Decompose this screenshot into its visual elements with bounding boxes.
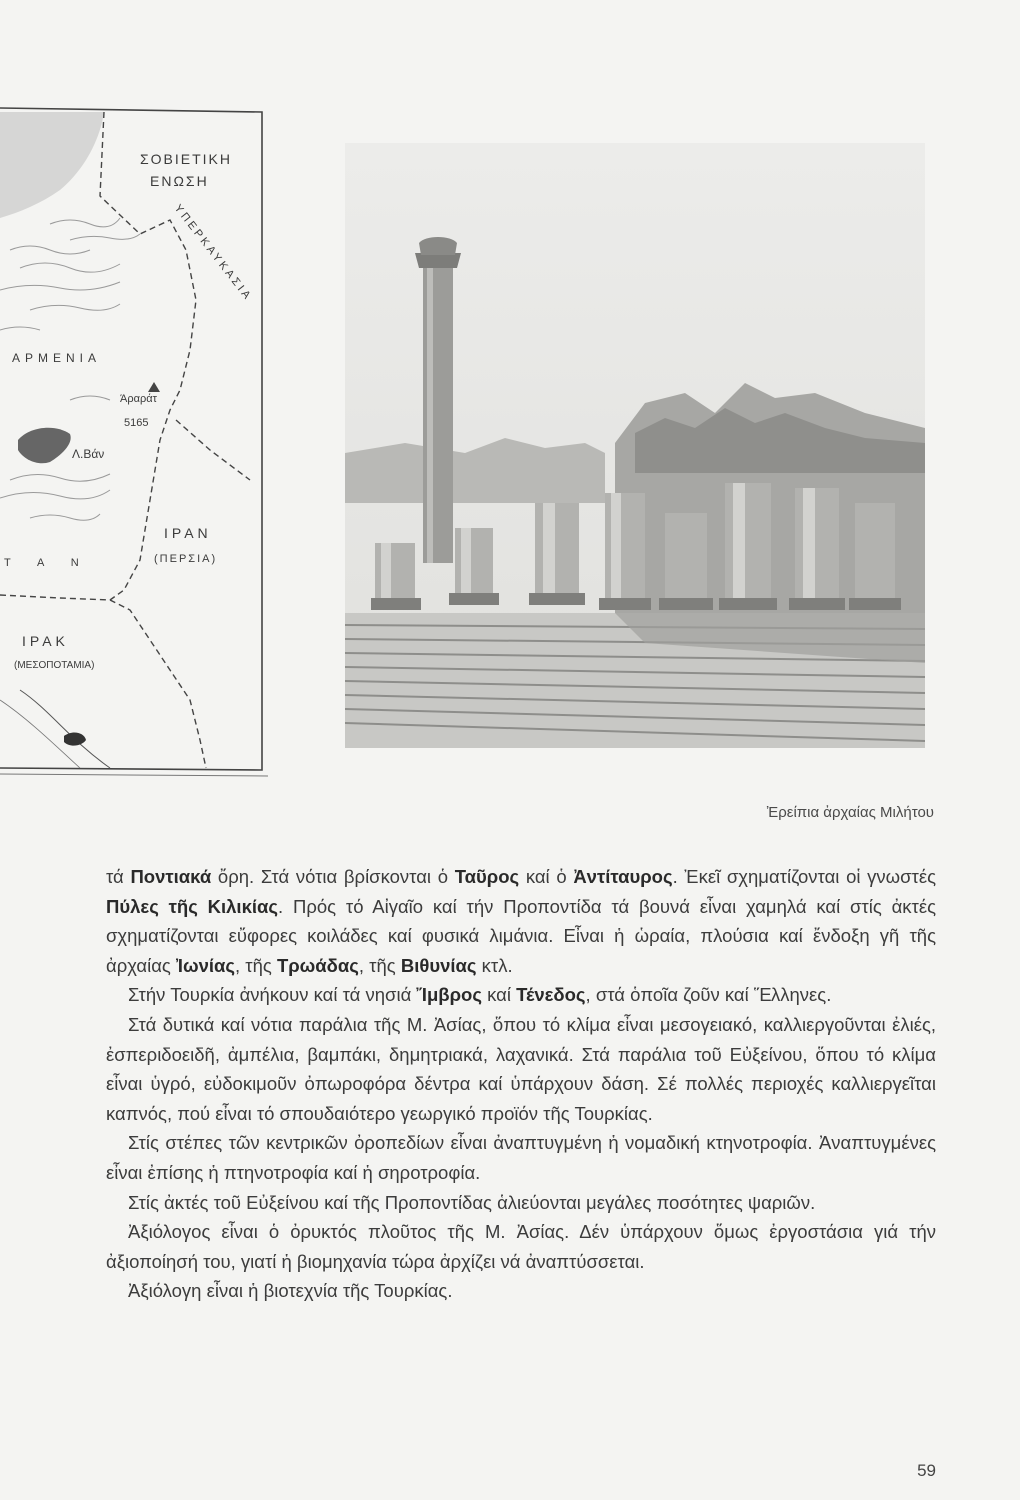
paragraph-6: Ἀξιόλογος εἶναι ὁ ὀρυκτός πλοῦτος τῆς Μ. Ἀσίας. Δέν ὑπάρχουν ὅμως ἐργοστάσια γιά τήν ἀξιοποίησή του, γιατί ἡ βιομηχανία τώρα ἀρχίζει νά ἀναπτύσσεται. <box>106 1221 936 1272</box>
mountain-hatching <box>0 218 140 520</box>
paragraph-2: Στήν Τουρκία ἀνήκουν καί τά νησιά Ἴμβρος καί Τένεδος, στά ὁποῖα ζοῦν καί Ἕλληνες. <box>128 984 832 1006</box>
paragraph-4: Στίς στέπες τῶν κεντρικῶν ὀροπεδίων εἶναι ἀναπτυγμένη ἡ νομαδική κτηνοτροφία. Ἀναπτυγμένες εἶναι ἐπίσης ἡ πτηνοτροφία καί ἡ σηροτροφία. <box>106 1132 936 1183</box>
map-figure <box>0 100 280 790</box>
ruins-photo <box>345 143 925 748</box>
label-armenia: ΑΡΜΕΝΙΑ <box>12 351 102 365</box>
label-caucasus: ΥΠΕΡΚΑΥΚΑΣΙΑ <box>171 202 255 304</box>
label-mesopotamia: (ΜΕΣΟΠΟΤΑΜΙΑ) <box>14 660 95 671</box>
label-ararat-height: 5165 <box>124 417 149 429</box>
label-ararat: Άραράτ <box>120 393 157 405</box>
label-tan-fragment: Τ Α Ν <box>4 557 91 569</box>
page-number: 59 <box>917 1461 936 1480</box>
mountain-peak-icon <box>148 382 160 392</box>
lake-van-shape <box>18 428 71 464</box>
body-text <box>106 862 936 1306</box>
small-lake-shape <box>64 733 86 746</box>
label-soviet-1: ΣΟΒΙΕΤΙΚΗ <box>140 151 232 167</box>
label-soviet-2: ΕΝΩΣΗ <box>150 173 209 189</box>
paragraph-3: Στά δυτικά καί νότια παράλια τῆς Μ. Ἀσίας, ὅπου τό κλίμα εἶναι μεσογειακό, καλλιεργοῦνται ἐλιές, ἐσπεριδοειδῆ, ἀμπέλια, βαμπάκι, δημητριακά, λαχανικά. Στά παράλια τοῦ Εὐξείνου, ὅπου τό κλίμα εἶναι ὑγρό, εὐδοκιμοῦν ὀπωροφόρα δέντρα καί ὑπάρχουν δάση. Σέ πολλές περιοχές καλλιεργεῖται καπνός, πού εἶναι τό σπουδαιότερο γεωργικό προϊόν τῆς Τουρκίας. <box>106 1013 936 1124</box>
temple-steps <box>345 613 925 748</box>
photo-caption: Ἐρείπια ἀρχαίας Μιλήτου <box>766 804 934 821</box>
label-iraq: ΙΡΑΚ <box>22 633 69 649</box>
sea-area <box>0 112 104 218</box>
paragraph-1: τά Ποντιακά ὄρη. Στά νότια βρίσκονται ὁ Ταῦρος καί ὁ Ἀντίταυρος. Ἐκεῖ σχηματίζονται οἱ γνωστές Πύλες τῆς Κιλικίας. Πρός τό Αἰγαῖο καί τήν Προποντίδα τά βουνά εἶναι χαμηλά καί στίς ἀκτές σχηματίζονται εὔφορες κοιλάδες καί φυσικά λιμάνια. Εἶναι ἡ ὡραία, πλούσια καί ἔνδοξη γῆ τῆς ἀρχαίας Ἰωνίας, τῆς Τρωάδας, τῆς Βιθυνίας κτλ. <box>106 866 936 976</box>
paragraph-7: Ἀξιόλογη εἶναι ἡ βιοτεχνία τῆς Τουρκίας. <box>128 1280 453 1302</box>
label-persia: (ΠΕΡΣΙΑ) <box>154 553 218 565</box>
label-lake-van: Λ.Βάν <box>72 447 105 461</box>
label-iran: ΙΡΑΝ <box>164 525 212 541</box>
paragraph-5: Στίς ἀκτές τοῦ Εὐξείνου καί τῆς Προποντίδας ἁλιεύονται μεγάλες ποσότητες ψαριῶν. <box>128 1191 816 1213</box>
